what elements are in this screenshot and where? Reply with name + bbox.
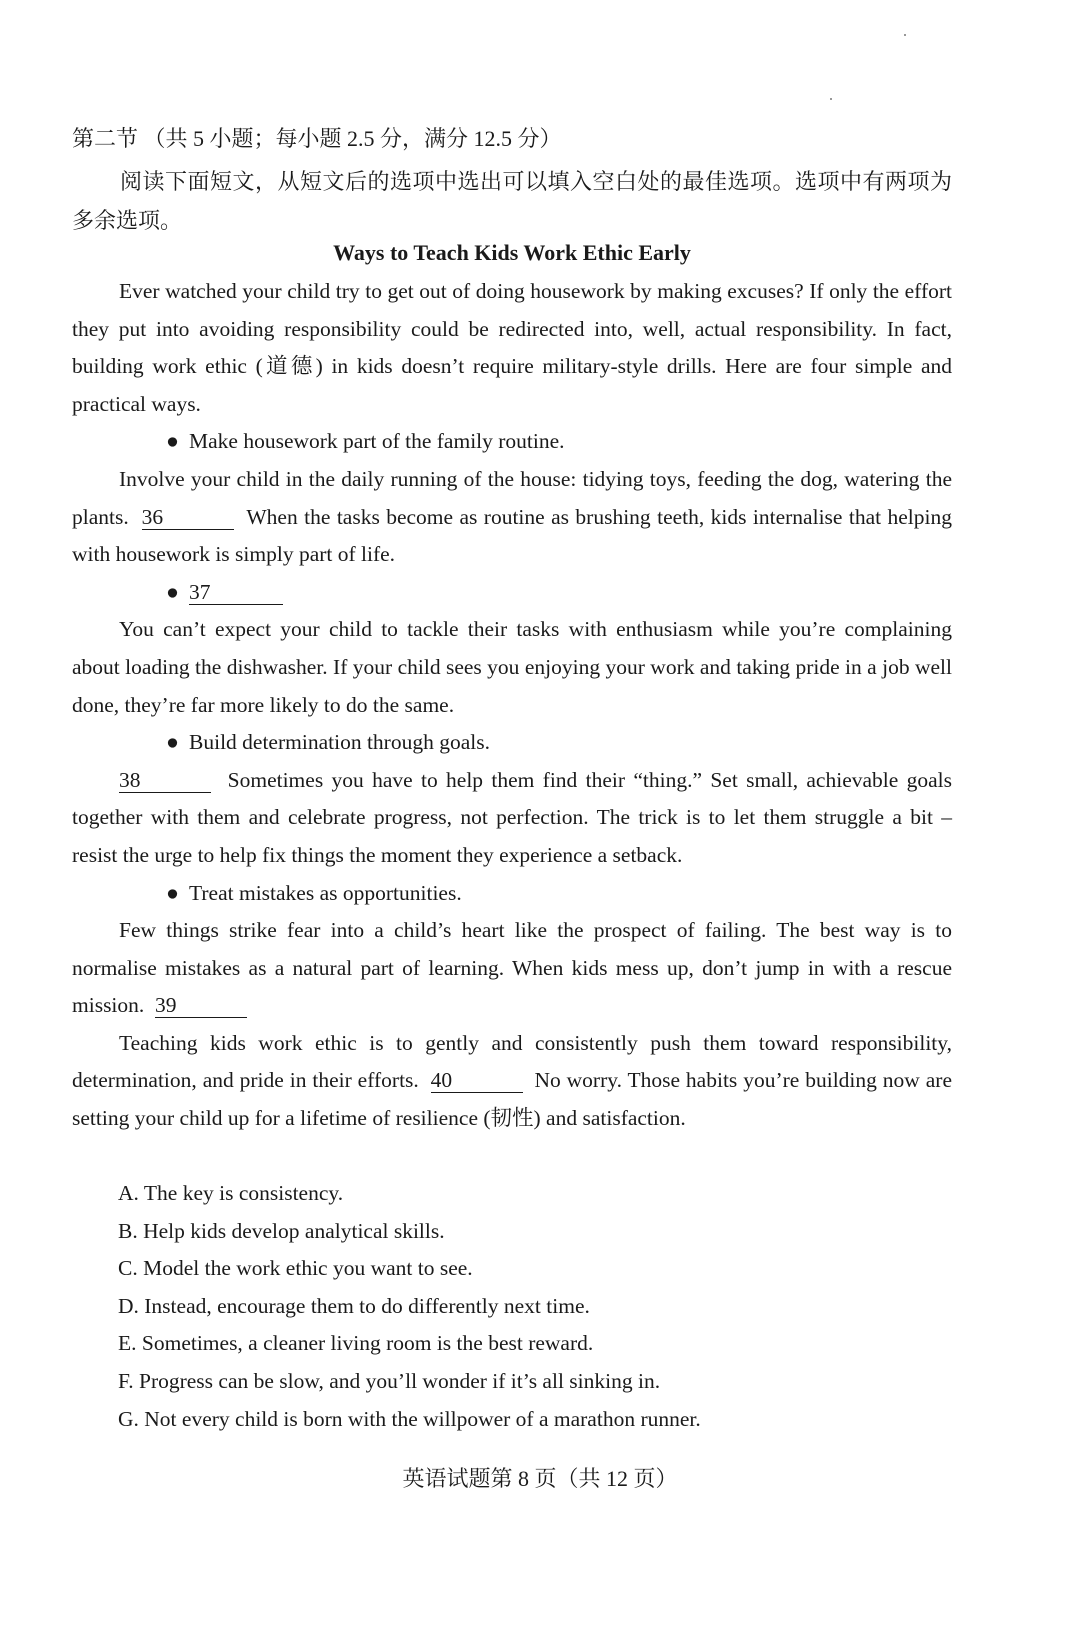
paragraph-text: When the tasks become as routine as brushing teeth, kids internalise that helping with housework is simply part of life.	[72, 504, 953, 567]
paragraph-text: No worry. Those habits you’re building now are setting your child up for a lifetime of resilience (韧性) and satisfaction.	[72, 1068, 952, 1131]
bullet-heading-3	[72, 724, 952, 762]
bullet-icon: ●	[166, 730, 179, 755]
paragraph-text: Teaching kids work ethic is to gently and consistently push them toward responsibility, determination, and pride in their efforts.	[72, 1030, 952, 1093]
blank-40[interactable]: 40	[431, 1068, 523, 1093]
bullet-text: Make housework part of the family routine.	[189, 429, 565, 454]
paragraph-5	[72, 1025, 952, 1138]
paragraph-text: Few things strike fear into a child’s heart like the prospect of failing. The best way is to normalise mistakes as a natural part of learning. When kids mess up, don’t jump in with a rescue mission.	[72, 918, 952, 1018]
paragraph-2: You can’t expect your child to tackle their tasks with enthusiasm while you’re complaining about loading the dishwasher. If your child sees you enjoying your work and taking pride in a job well done, they’re far more likely to do the same.	[72, 617, 952, 717]
scan-speck	[830, 98, 832, 100]
passage-title: Ways to Teach Kids Work Ethic Early	[333, 240, 691, 265]
intro-paragraph: Ever watched your child try to get out of doing housework by making excuses? If only the effort they put into avoiding responsibility could be redirected into, well, actual responsibility. In fact, building work ethic (道德) in kids doesn’t require military-style drills. Here are four simple and practical ways.	[72, 279, 952, 416]
blank-37[interactable]: 37	[189, 580, 283, 605]
answer-options	[118, 1175, 701, 1438]
blank-39[interactable]: 39	[155, 993, 247, 1018]
paragraph-text: Sometimes you have to help them find their “thing.” Set small, achievable goals together with them and celebrate progress, not perfection. The trick is to let them struggle a bit – resist the urge to help fix things the moment they experience a setback.	[72, 767, 952, 867]
instructions: 阅读下面短文，从短文后的选项中选出可以填入空白处的最佳选项。选项中有两项为多余选项。	[72, 169, 952, 233]
bullet-icon: ●	[166, 880, 179, 905]
option-c[interactable]: C. Model the work ethic you want to see.	[118, 1256, 473, 1281]
bullet-icon: ●	[166, 579, 179, 604]
page-footer: 英语试题第 8 页（共 12 页）	[402, 1466, 678, 1491]
section-header: 第二节 （共 5 小题；每小题 2.5 分，满分 12.5 分）	[72, 126, 562, 151]
blank-38[interactable]: 38	[119, 768, 211, 793]
bullet-text: Treat mistakes as opportunities.	[189, 880, 462, 905]
paragraph-text: Involve your child in the daily running of the house: tidying toys, feeding the dog, watering the plants.	[72, 466, 952, 529]
bullet-heading-4	[72, 875, 952, 913]
bullet-icon: ●	[166, 429, 179, 454]
scan-speck	[904, 34, 906, 36]
option-b[interactable]: B. Help kids develop analytical skills.	[118, 1218, 445, 1243]
option-a[interactable]: A. The key is consistency.	[118, 1181, 344, 1205]
bullet-text: Build determination through goals.	[189, 730, 490, 755]
paragraph-4	[72, 912, 952, 1025]
bullet-heading-2	[72, 574, 952, 612]
option-f[interactable]: F. Progress can be slow, and you’ll wonder if it’s all sinking in.	[118, 1368, 661, 1393]
paragraph-1	[72, 461, 952, 574]
paragraph-3	[72, 762, 952, 875]
blank-36[interactable]: 36	[142, 505, 234, 530]
option-d[interactable]: D. Instead, encourage them to do differently next time.	[118, 1293, 590, 1318]
option-g[interactable]: G. Not every child is born with the willpower of a marathon runner.	[118, 1406, 701, 1431]
passage-body	[72, 273, 952, 1138]
option-e[interactable]: E. Sometimes, a cleaner living room is the best reward.	[118, 1331, 594, 1356]
bullet-heading-1	[72, 423, 952, 461]
